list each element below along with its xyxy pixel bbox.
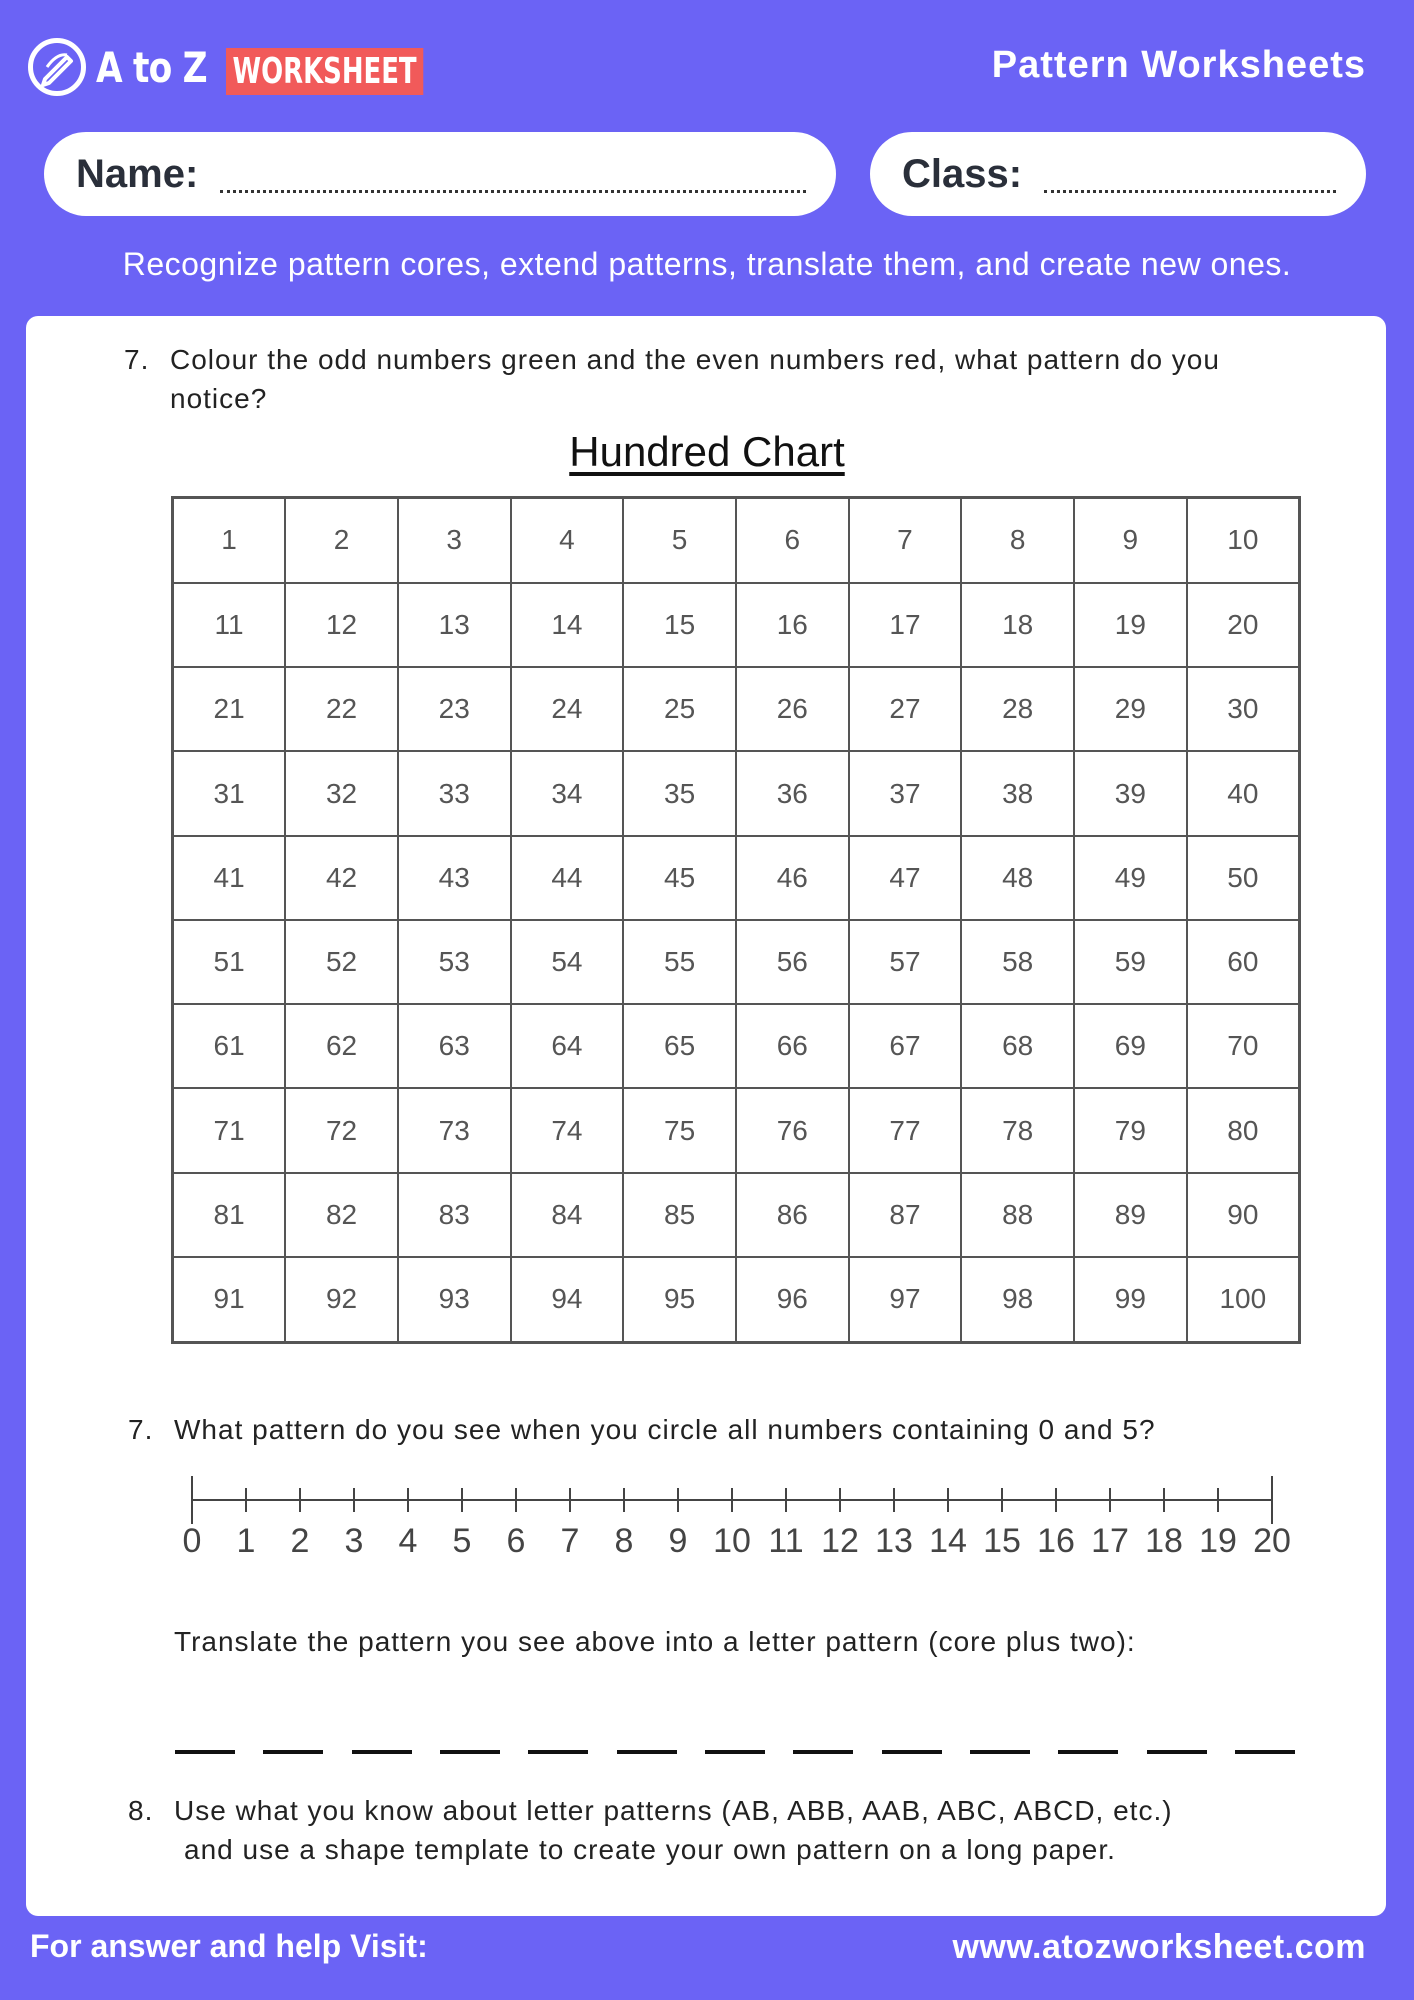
chart-row <box>173 1173 1300 1257</box>
answer-blank[interactable] <box>528 1720 588 1754</box>
chart-cell[interactable]: 14 <box>511 583 624 667</box>
class-field[interactable] <box>870 132 1366 216</box>
answer-blank[interactable] <box>970 1720 1030 1754</box>
chart-row <box>173 920 1300 1004</box>
number-line-label: 14 <box>929 1522 967 1560</box>
chart-cell[interactable]: 84 <box>511 1173 624 1257</box>
chart-cell[interactable]: 46 <box>736 836 849 920</box>
number-line-label: 12 <box>821 1522 859 1560</box>
logo-text: A to Z <box>96 42 207 92</box>
answer-blank[interactable] <box>1235 1720 1295 1754</box>
chart-cell[interactable]: 57 <box>849 920 962 1004</box>
chart-cell[interactable]: 51 <box>173 920 286 1004</box>
chart-cell[interactable]: 100 <box>1187 1257 1300 1343</box>
chart-cell[interactable]: 26 <box>736 667 849 751</box>
chart-cell[interactable]: 66 <box>736 1004 849 1088</box>
chart-cell[interactable]: 59 <box>1074 920 1187 1004</box>
chart-cell[interactable]: 93 <box>398 1257 511 1343</box>
question-7a <box>124 340 1304 418</box>
chart-cell[interactable]: 13 <box>398 583 511 667</box>
chart-cell[interactable]: 71 <box>173 1088 286 1172</box>
number-line-label: 10 <box>713 1522 751 1560</box>
chart-cell[interactable]: 20 <box>1187 583 1300 667</box>
chart-cell[interactable]: 7 <box>849 498 962 583</box>
number-line <box>180 1470 1300 1560</box>
chart-cell[interactable]: 6 <box>736 498 849 583</box>
chart-cell[interactable]: 73 <box>398 1088 511 1172</box>
answer-blank[interactable] <box>1147 1720 1207 1754</box>
chart-cell[interactable]: 35 <box>623 751 736 835</box>
chart-cell[interactable]: 18 <box>961 583 1074 667</box>
number-line-label: 3 <box>344 1522 364 1560</box>
name-field[interactable] <box>44 132 836 216</box>
number-line-label: 5 <box>452 1522 472 1560</box>
chart-cell[interactable]: 30 <box>1187 667 1300 751</box>
subtitle: Recognize pattern cores, extend patterns, translate them, and create new ones. <box>122 246 1292 282</box>
chart-cell[interactable]: 15 <box>623 583 736 667</box>
chart-cell[interactable]: 33 <box>398 751 511 835</box>
chart-cell[interactable]: 77 <box>849 1088 962 1172</box>
chart-cell[interactable]: 92 <box>285 1257 398 1343</box>
chart-cell[interactable]: 50 <box>1187 836 1300 920</box>
chart-cell[interactable]: 53 <box>398 920 511 1004</box>
question-number: 7. <box>124 344 150 375</box>
question-line-2: and use a shape template to create your own pattern on a long paper. <box>184 1834 1116 1865</box>
chart-cell[interactable]: 91 <box>173 1257 286 1343</box>
chart-row <box>173 1088 1300 1172</box>
chart-cell[interactable]: 3 <box>398 498 511 583</box>
chart-cell[interactable]: 60 <box>1187 920 1300 1004</box>
chart-cell[interactable]: 27 <box>849 667 962 751</box>
chart-cell[interactable]: 23 <box>398 667 511 751</box>
logo <box>28 38 417 96</box>
chart-cell[interactable]: 99 <box>1074 1257 1187 1343</box>
header-title: Pattern Worksheets <box>991 44 1366 86</box>
chart-cell[interactable]: 61 <box>173 1004 286 1088</box>
chart-row <box>173 751 1300 835</box>
translate-instruction: Translate the pattern you see above into a letter pattern (core plus two): <box>174 1626 1136 1657</box>
chart-cell[interactable]: 56 <box>736 920 849 1004</box>
chart-cell[interactable]: 63 <box>398 1004 511 1088</box>
chart-row <box>173 836 1300 920</box>
chart-cell[interactable]: 41 <box>173 836 286 920</box>
number-line-label: 18 <box>1145 1522 1183 1560</box>
answer-blank[interactable] <box>793 1720 853 1754</box>
chart-title: Hundred Chart <box>569 428 845 475</box>
chart-cell[interactable]: 39 <box>1074 751 1187 835</box>
chart-cell[interactable]: 10 <box>1187 498 1300 583</box>
chart-cell[interactable]: 42 <box>285 836 398 920</box>
chart-cell[interactable]: 36 <box>736 751 849 835</box>
answer-blank[interactable] <box>440 1720 500 1754</box>
name-line[interactable] <box>220 156 806 193</box>
number-line-label: 15 <box>983 1522 1021 1560</box>
chart-row <box>173 1004 1300 1088</box>
question-8 <box>128 1791 1308 1869</box>
chart-cell[interactable]: 62 <box>285 1004 398 1088</box>
chart-cell[interactable]: 96 <box>736 1257 849 1343</box>
chart-cell[interactable]: 16 <box>736 583 849 667</box>
chart-cell[interactable]: 45 <box>623 836 736 920</box>
chart-cell[interactable]: 83 <box>398 1173 511 1257</box>
number-line-label: 6 <box>506 1522 526 1560</box>
chart-cell[interactable]: 44 <box>511 836 624 920</box>
question-line-1: Use what you know about letter patterns (AB, ABB, AAB, ABC, ABCD, etc.) <box>174 1795 1173 1826</box>
chart-cell[interactable]: 98 <box>961 1257 1074 1343</box>
chart-cell[interactable]: 64 <box>511 1004 624 1088</box>
number-line-label: 20 <box>1253 1522 1291 1560</box>
chart-cell[interactable]: 25 <box>623 667 736 751</box>
answer-blanks <box>175 1720 1295 1754</box>
chart-cell[interactable]: 32 <box>285 751 398 835</box>
chart-cell[interactable]: 19 <box>1074 583 1187 667</box>
answer-blank[interactable] <box>1058 1720 1118 1754</box>
chart-cell[interactable]: 74 <box>511 1088 624 1172</box>
chart-cell[interactable]: 80 <box>1187 1088 1300 1172</box>
number-line-label: 13 <box>875 1522 913 1560</box>
footer-help-text: For answer and help Visit: <box>30 1928 428 1964</box>
chart-cell[interactable]: 24 <box>511 667 624 751</box>
chart-cell[interactable]: 89 <box>1074 1173 1187 1257</box>
chart-cell[interactable]: 28 <box>961 667 1074 751</box>
answer-blank[interactable] <box>352 1720 412 1754</box>
question-text: Colour the odd numbers green and the even numbers red, what pattern do you notice? <box>170 344 1220 414</box>
number-line-label: 9 <box>668 1522 688 1560</box>
number-line-label: 2 <box>290 1522 310 1560</box>
chart-cell[interactable]: 67 <box>849 1004 962 1088</box>
chart-cell[interactable]: 58 <box>961 920 1074 1004</box>
chart-cell[interactable]: 55 <box>623 920 736 1004</box>
chart-cell[interactable]: 81 <box>173 1173 286 1257</box>
chart-cell[interactable]: 78 <box>961 1088 1074 1172</box>
chart-cell[interactable]: 94 <box>511 1257 624 1343</box>
question-number: 8. <box>128 1795 154 1826</box>
chart-cell[interactable]: 5 <box>623 498 736 583</box>
chart-row <box>173 1257 1300 1343</box>
chart-row <box>173 498 1300 583</box>
chart-cell[interactable]: 9 <box>1074 498 1187 583</box>
chart-cell[interactable]: 21 <box>173 667 286 751</box>
chart-cell[interactable]: 95 <box>623 1257 736 1343</box>
chart-cell[interactable]: 2 <box>285 498 398 583</box>
number-line-label: 17 <box>1091 1522 1129 1560</box>
number-line-label: 8 <box>614 1522 634 1560</box>
number-line-label: 1 <box>236 1522 256 1560</box>
name-label: Name: <box>76 151 199 196</box>
number-line-label: 19 <box>1199 1522 1237 1560</box>
chart-cell[interactable]: 90 <box>1187 1173 1300 1257</box>
chart-row <box>173 583 1300 667</box>
chart-cell[interactable]: 49 <box>1074 836 1187 920</box>
chart-cell[interactable]: 22 <box>285 667 398 751</box>
number-line-label: 16 <box>1037 1522 1075 1560</box>
chart-cell[interactable]: 52 <box>285 920 398 1004</box>
chart-cell[interactable]: 70 <box>1187 1004 1300 1088</box>
chart-cell[interactable]: 87 <box>849 1173 962 1257</box>
chart-cell[interactable]: 8 <box>961 498 1074 583</box>
chart-cell[interactable]: 17 <box>849 583 962 667</box>
logo-badge: WORKSHEET <box>226 48 423 95</box>
chart-cell[interactable]: 34 <box>511 751 624 835</box>
number-line-label: 7 <box>560 1522 580 1560</box>
chart-cell[interactable]: 82 <box>285 1173 398 1257</box>
answer-blank[interactable] <box>882 1720 942 1754</box>
chart-cell[interactable]: 88 <box>961 1173 1074 1257</box>
chart-cell[interactable]: 75 <box>623 1088 736 1172</box>
chart-cell[interactable]: 69 <box>1074 1004 1187 1088</box>
chart-cell[interactable]: 97 <box>849 1257 962 1343</box>
class-label: Class: <box>902 151 1023 196</box>
chart-cell[interactable]: 37 <box>849 751 962 835</box>
chart-cell[interactable]: 1 <box>173 498 286 583</box>
chart-row <box>173 667 1300 751</box>
chart-cell[interactable]: 4 <box>511 498 624 583</box>
chart-cell[interactable]: 38 <box>961 751 1074 835</box>
chart-cell[interactable]: 68 <box>961 1004 1074 1088</box>
chart-cell[interactable]: 48 <box>961 836 1074 920</box>
chart-cell[interactable]: 12 <box>285 583 398 667</box>
chart-cell[interactable]: 86 <box>736 1173 849 1257</box>
answer-blank[interactable] <box>175 1720 235 1754</box>
logo-pencil-icon <box>28 38 86 96</box>
chart-cell[interactable]: 72 <box>285 1088 398 1172</box>
answer-blank[interactable] <box>263 1720 323 1754</box>
chart-cell[interactable]: 85 <box>623 1173 736 1257</box>
class-line[interactable] <box>1044 156 1336 193</box>
question-7b <box>128 1410 1308 1449</box>
question-text: What pattern do you see when you circle all numbers containing 0 and 5? <box>174 1414 1156 1445</box>
answer-blank[interactable] <box>705 1720 765 1754</box>
chart-cell[interactable]: 65 <box>623 1004 736 1088</box>
chart-cell[interactable]: 79 <box>1074 1088 1187 1172</box>
hundred-chart <box>171 496 1301 1344</box>
chart-cell[interactable]: 29 <box>1074 667 1187 751</box>
chart-cell[interactable]: 43 <box>398 836 511 920</box>
chart-cell[interactable]: 54 <box>511 920 624 1004</box>
number-line-label: 4 <box>398 1522 418 1560</box>
number-line-label: 11 <box>768 1522 804 1560</box>
chart-cell[interactable]: 31 <box>173 751 286 835</box>
footer-website-link[interactable]: www.atozworksheet.com <box>952 1928 1366 1966</box>
chart-cell[interactable]: 40 <box>1187 751 1300 835</box>
chart-cell[interactable]: 47 <box>849 836 962 920</box>
question-number: 7. <box>128 1414 154 1445</box>
chart-cell[interactable]: 76 <box>736 1088 849 1172</box>
chart-cell[interactable]: 11 <box>173 583 286 667</box>
number-line-label: 0 <box>182 1522 202 1560</box>
answer-blank[interactable] <box>617 1720 677 1754</box>
